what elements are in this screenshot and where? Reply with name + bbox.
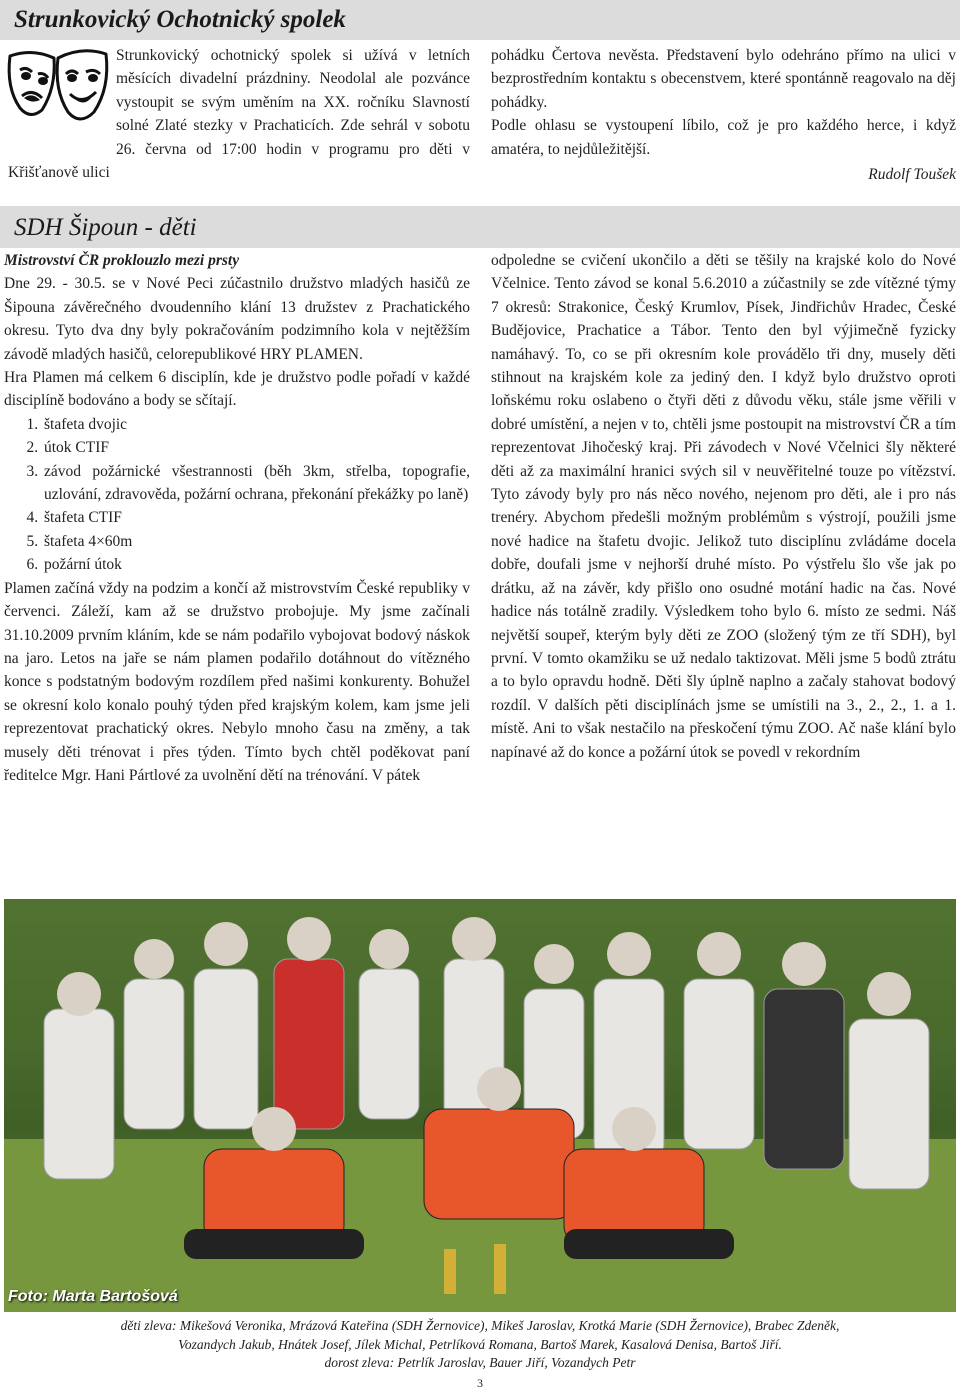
list-item: 2. útok CTIF: [42, 436, 470, 459]
section-title-ochotnicky: Strunkovický Ochotnický spolek: [0, 0, 960, 40]
list-item: 5. štafeta 4×60m: [42, 530, 470, 553]
list-item: 6. požární útok: [42, 553, 470, 576]
sdh-left-column: [4, 249, 470, 787]
ochotnicky-paragraph-1: pohádku Čertova nevěsta. Představení bylo odehráno přímo na ulici v bezprostředním kontaktu s obecenstvem, které spontánně reagovalo na děj pohádky.: [491, 47, 956, 111]
ochotnicky-right-column: [491, 44, 956, 186]
caption-line-1: děti zleva: Mikešová Veronika, Mrázová Kateřina (SDH Žernovice), Mikeš Jaroslav, Krotká Marie (SDH Žernovice), Brabec Zdeněk,: [120, 1318, 840, 1333]
ochotnicky-paragraph-2: Podle ohlasu se vystoupení líbilo, což je pro každého herce, i když amatéra, to nejdůležitější.: [491, 117, 956, 158]
caption-line-3: dorost zleva: Petrlík Jaroslav, Bauer Jiří, Vozandych Petr: [324, 1355, 636, 1371]
ochotnicky-intro: [8, 44, 470, 184]
photo-caption: [10, 1317, 950, 1373]
page-number: 3: [477, 1376, 483, 1390]
list-item: 4. štafeta CTIF: [42, 506, 470, 529]
sdh-paragraph-1: Dne 29. - 30.5. se v Nové Peci zúčastnilo družstvo mladých hasičů ze Šipouna závěrečného dvoudenního klání 13 družstev z Prachatického okresu. Tyto dva dny byly pokračováním podzimního kola v nejtěžším závodě mladých hasičů, celorepublikové HRY PLAMEN.: [4, 275, 470, 363]
list-item: 1. štafeta dvojic: [42, 413, 470, 436]
sdh-paragraph-3: Plamen začíná vždy na podzim a končí až mistrovstvím České republiky v červenci. Záleží, kam až se družstvo probojuje. My jsme začínali 31.10.2009 prvním kláním, kde se nám podařilo vybojovat bodový náskok na jaro. Letos na jaře se nám plamen podařilo dotáhnout do vítězného konce s podstatným bodovým rozdílem před našimi konkurenty. Bohužel se okresní kolo konalo pouhý týden před krajským kolem, kam jsme jeli reprezentovat prachatický okres. Nebylo mnoho času na změny, a tak musely děti trénovat i přes týden. Tímto bych chtěl poděkovat paní ředitelce Mgr. Hani Pártlové za uvolnění dětí na trénování. V pátek: [4, 579, 470, 784]
section-title-sdh: SDH Šipoun - děti: [0, 206, 960, 248]
author-signature: Rudolf Toušek: [868, 166, 956, 184]
sdh-right-column: [491, 249, 956, 764]
sdh-paragraph-2: Hra Plamen má celkem 6 disciplín, kde je družstvo podle pořadí v každé disciplíně bodováno a body se sčítají.: [4, 369, 470, 410]
sdh-paragraph-right: odpoledne se cvičení ukončilo a děti se těšily na krajské kolo do Nové Včelnice. Tento závod se konal 5.6.2010 a zúčastnily se zde vítězné týmy 7 okresů: Strakonice, Český Krumlov, Písek, Jindřichův Hradec, České Budějovice, Prachatice a Tábor. Tento den byl výjimečně fyzicky namáhavý. To, co se při okresním kole provádělo tři dny, musely děti stihnout na krajském kole za jediný den. I když bylo družstvo oproti loňskému roku oslabeno o čtyři děti z důvodu věku, stále jsme věřili v dobré umístění, a nejen v to, chtěli jsme postoupit na mistrovství ČR a tím reprezentovat Jihočeský kraj. Při závodech v Nové Včelnici šly některé děti až za maximální hranici svých sil v neuvěřitelné touze po vítězství. Tyto závody byly pro nás něco nového, nejenom pro děti, ale i pro nás trenéry. Abychom předešli možným problémům s výstrojí, použili jsme nové hadice na štafetu dvojic. Jelikož tuto disciplínu zvládáme docela dobře, doufali jsme v nejhorší druhé místo. Po výstřelu šlo vše jak po drátku, až na závěr, kdy přišlo ono osudné motání hadic na čas. Nové hadice nás totálně zradily. Výsledkem toho bylo 6. místo ze sedmi. Náš největší soupeř, kterým byly děti ze ZOO (složený tým ze tří SDH), byl první. V tomto okamžiku se už nedalo taktizovat. Měli jsme 5 bodů ztrátu a to bylo opravdu hodně. Děti šly úplně naplno a začaly stahovat bodový rozdíl. V dalších pěti disciplínách jsme se umístili na 3., 2., 2., 1. a 1. místě. Ani to však nestačilo na přeskočení týmu ZOO. Ač naše klání bylo napínavé až do konce a požární útok se povedl v rekordním: [491, 252, 956, 761]
photo-credit: Foto: Marta Bartošová: [8, 1288, 178, 1305]
article-subtitle: Mistrovství ČR proklouzlo mezi prsty: [4, 252, 240, 269]
caption-line-2: Vozandych Jakub, Hnátek Josef, Jílek Michal, Petrlíková Romana, Bartoš Marek, Kasalová Denisa, Bartoš Jiří.: [178, 1336, 782, 1352]
list-item: 3. závod požárnické všestrannosti (běh 3km, střelba, topografie, uzlování, zdravověda, požární ochrana, překonání překážky po laně): [42, 460, 470, 507]
discipline-list: [4, 413, 470, 577]
team-group-photo: [4, 899, 956, 1312]
ochotnicky-intro-text: Strunkovický ochotnický spolek si užívá v letních měsících divadelní prázdniny. Neodolal ale pozvánce vystoupit se svým uměním na XX. ročníku Slavností solné Zlaté stezky v Prachaticích. Zde sehrál v sobotu 26. června od 17:00 hodin v programu pro děti v Křišťanově ulici: [8, 47, 470, 182]
